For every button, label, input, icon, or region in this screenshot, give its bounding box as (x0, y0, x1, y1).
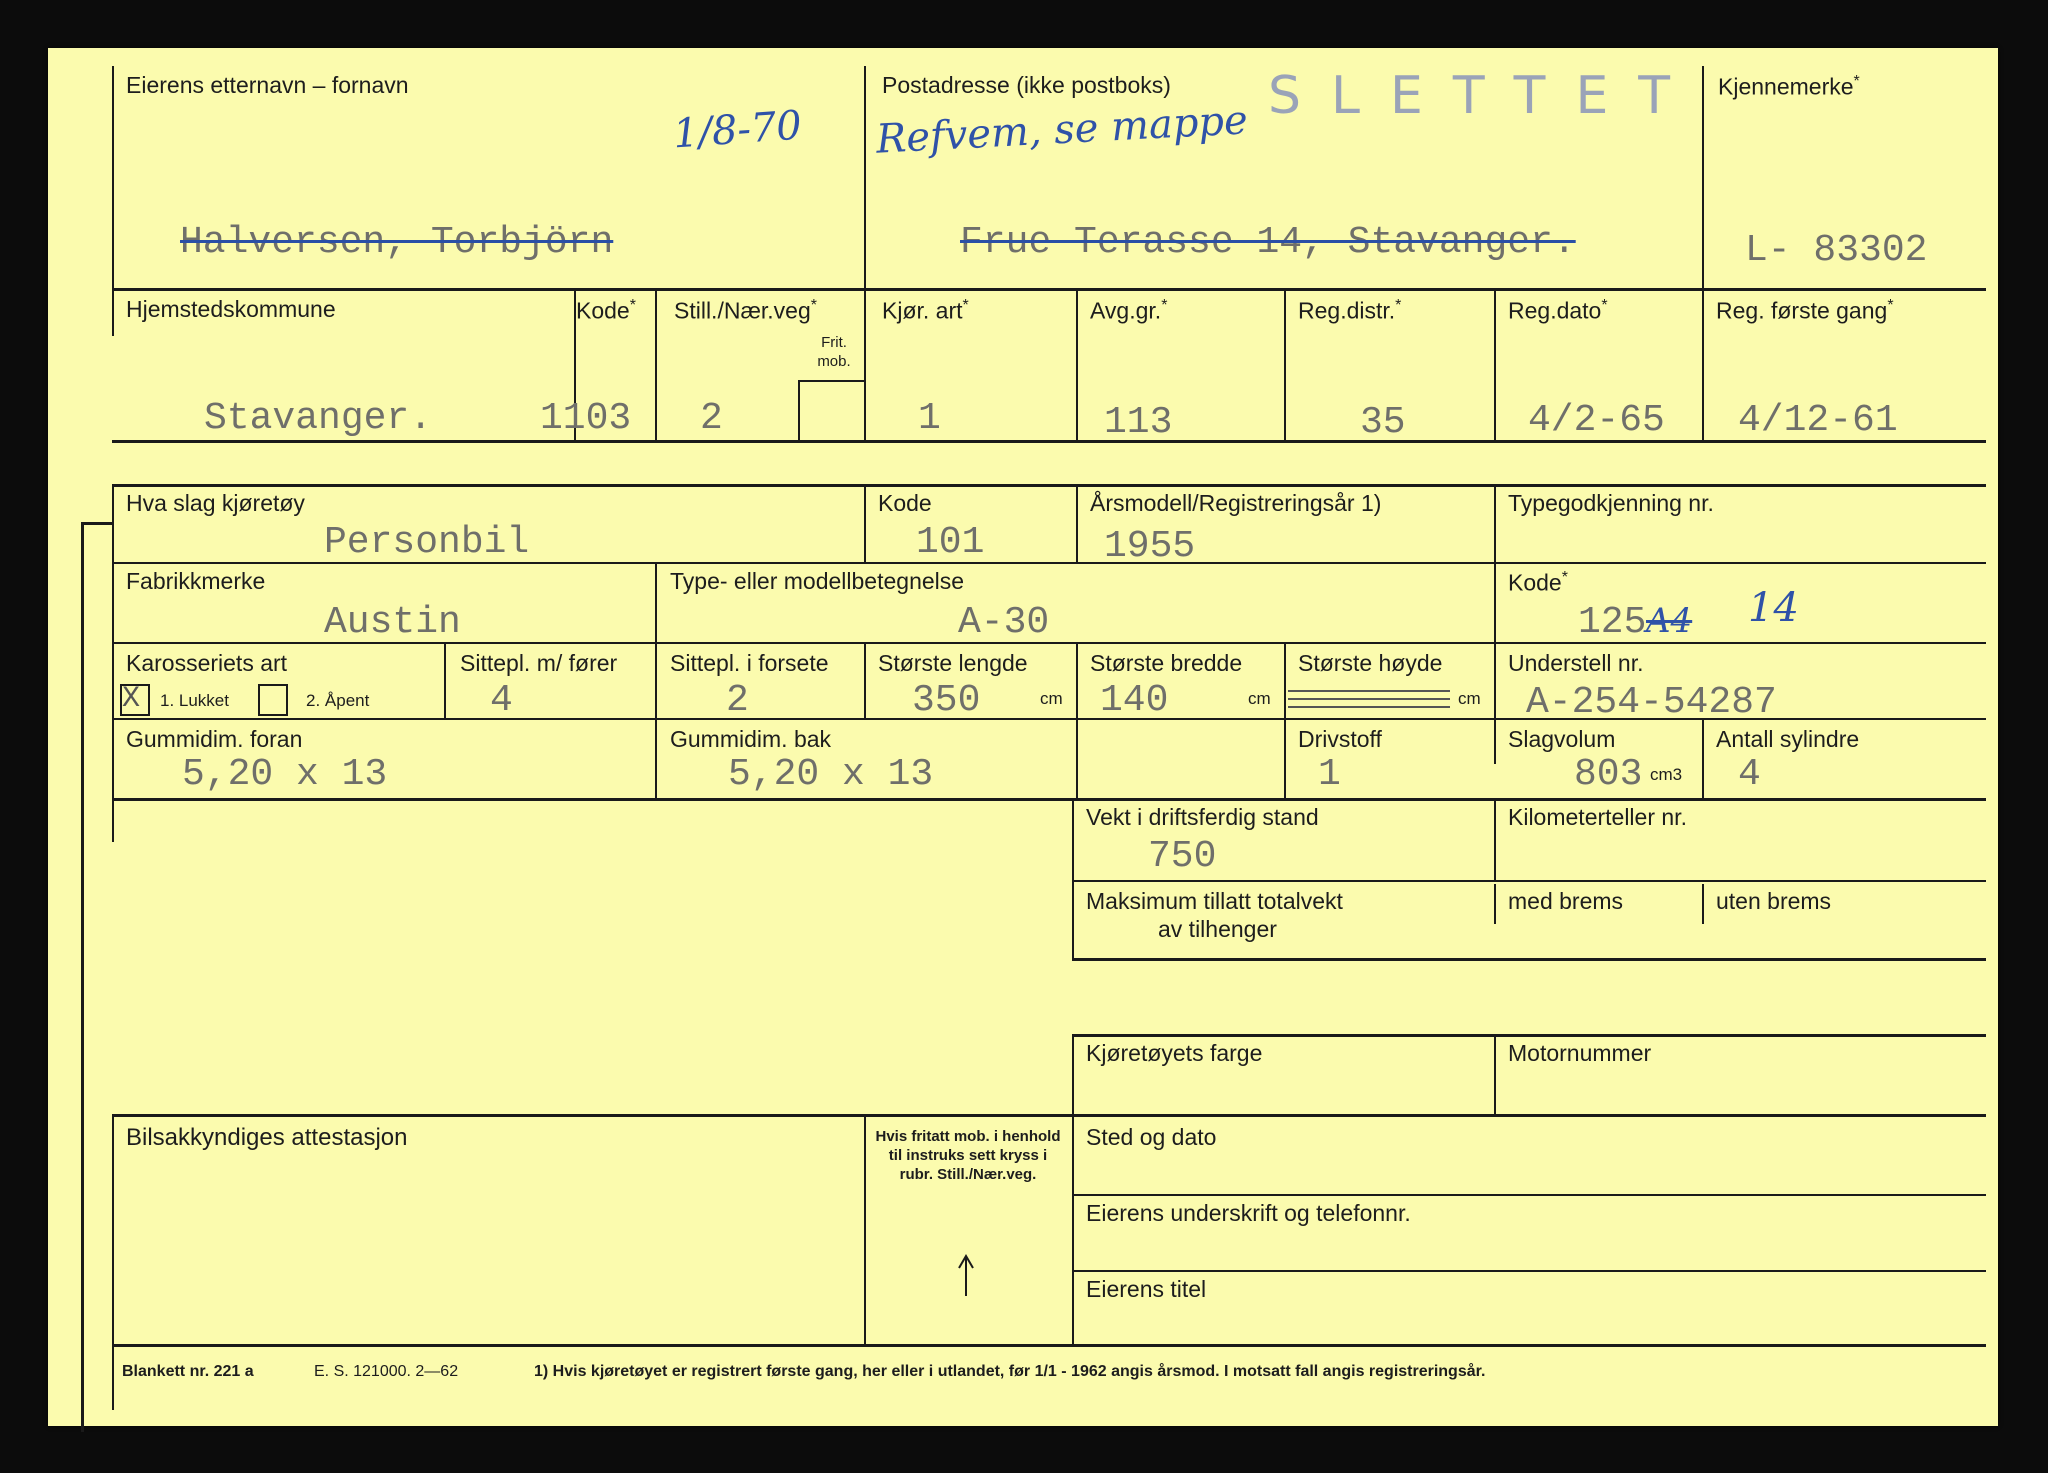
year-model-label: Årsmodell/Registreringsår 1) (1090, 490, 1382, 516)
divider (655, 642, 657, 798)
reg-distr-label: Reg.distr.* (1298, 297, 1402, 324)
divider (81, 522, 113, 525)
model-value: A-30 (958, 601, 1050, 644)
divider (1072, 1114, 1074, 1344)
cylinders-value: 4 (1738, 753, 1761, 796)
divider (1702, 718, 1704, 798)
divider (864, 484, 866, 562)
divider (864, 642, 866, 718)
divider (1494, 484, 1496, 764)
seats-driver-label: Sittepl. m/ fører (460, 650, 618, 676)
code2-handwritten-value: 14 (1748, 585, 1799, 631)
divider (1072, 958, 1986, 961)
divider (864, 1114, 866, 1344)
length-label: Største lengde (878, 650, 1028, 676)
plate-label: Kjennemerke* (1718, 73, 1860, 100)
seats-front-value: 2 (726, 679, 749, 722)
weight-label: Vekt i driftsferdig stand (1086, 804, 1319, 830)
length-value: 350 (912, 679, 981, 722)
handwritten-date: 1/8-70 (671, 102, 804, 158)
height-label: Største høyde (1298, 650, 1443, 676)
owner-name-value: Halversen, Torbjörn (180, 221, 614, 264)
height-unit: cm (1458, 689, 1481, 708)
vehicle-type-label: Hva slag kjøretøy (126, 490, 305, 516)
length-unit: cm (1040, 689, 1063, 708)
reg-first-value: 4/12-61 (1738, 399, 1898, 442)
divider (112, 1114, 1986, 1117)
owner-title-label: Eierens titel (1086, 1276, 1207, 1302)
divider (1072, 798, 1074, 958)
displacement-label: Slagvolum (1508, 726, 1616, 752)
avg-gr-label: Avg.gr.* (1090, 297, 1168, 324)
divider (864, 288, 866, 440)
reg-distr-value: 35 (1360, 401, 1406, 444)
reg-dato-value: 4/2-65 (1528, 399, 1665, 442)
divider (112, 66, 114, 336)
divider (1702, 288, 1704, 440)
divider (1494, 288, 1496, 440)
divider (112, 484, 1986, 487)
body-type-label: Karosseriets art (126, 650, 288, 676)
divider (655, 562, 657, 642)
still-label: Still./Nær.veg* (674, 297, 817, 324)
max-trailer-label: Maksimum tillatt totalvekt (1086, 888, 1343, 914)
divider (444, 642, 446, 718)
make-value: Austin (324, 601, 461, 644)
divider (112, 798, 1986, 801)
vehicle-type-value: Personbil (324, 521, 530, 564)
place-date-label: Sted og dato (1086, 1124, 1217, 1150)
with-brakes-label: med brems (1508, 888, 1624, 914)
open-label: 2. Åpent (306, 691, 370, 710)
deleted-stamp: SLETTET (1268, 66, 1701, 126)
model-label: Type- eller modellbetegnelse (670, 568, 965, 594)
divider (1702, 66, 1704, 301)
width-unit: cm (1248, 689, 1271, 708)
tire-front-label: Gummidim. foran (126, 726, 303, 752)
fuel-label: Drivstoff (1298, 726, 1382, 752)
tire-rear-value: 5,20 x 13 (728, 753, 934, 796)
divider (1076, 718, 1078, 798)
tire-rear-label: Gummidim. bak (670, 726, 832, 752)
reg-first-label: Reg. første gang* (1716, 297, 1894, 324)
frit-mob-label: Frit. mob. (817, 334, 851, 370)
owner-name-label: Eierens etternavn – fornavn (126, 72, 409, 98)
without-brakes-label: uten brems (1716, 888, 1832, 914)
blank-rule (1288, 706, 1450, 708)
divider (1494, 1034, 1496, 1114)
code-label: Kode* (576, 297, 636, 324)
vehicle-registration-card (48, 48, 1998, 1426)
code-value: 1103 (540, 397, 632, 440)
divider (112, 288, 1986, 291)
blank-rule (1288, 690, 1450, 692)
attestation-title: Bilsakkyndiges attestasjon (126, 1124, 408, 1151)
still-value: 2 (700, 397, 723, 440)
seats-driver-value: 4 (490, 679, 513, 722)
divider (1076, 288, 1078, 440)
displacement-value: 803 (1574, 753, 1643, 796)
divider (1076, 642, 1078, 718)
seats-front-label: Sittepl. i forsete (670, 650, 829, 676)
kjor-art-value: 1 (918, 397, 941, 440)
max-trailer-label-2: av tilhenger (1158, 916, 1277, 942)
chassis-value: A-254-54287 (1526, 681, 1777, 724)
year-model-value: 1955 (1104, 525, 1196, 568)
divider (112, 440, 1986, 443)
make-label: Fabrikkmerke (126, 568, 266, 594)
divider (1284, 642, 1286, 798)
divider (112, 1344, 1986, 1347)
divider (1072, 1270, 1986, 1272)
displacement-unit: cm3 (1650, 765, 1683, 784)
odometer-label: Kilometerteller nr. (1508, 804, 1687, 830)
type-approval-label: Typegodkjenning nr. (1508, 490, 1714, 516)
footnote: 1) Hvis kjøretøyet er registrert første gang, her eller i utlandet, før 1/1 - 1962 angis årsmod. I motsatt fall angis registreringsår. (534, 1363, 1486, 1380)
code2-typed-value: 125 (1578, 601, 1647, 644)
closed-check-mark: X (122, 682, 141, 716)
open-checkbox[interactable] (258, 684, 288, 716)
reg-dato-label: Reg.dato* (1508, 297, 1608, 324)
color-label: Kjøretøyets farge (1086, 1040, 1263, 1066)
municipality-value: Stavanger. (204, 397, 433, 440)
address-label: Postadresse (ikke postboks) (882, 72, 1171, 98)
municipality-label: Hjemstedskommune (126, 296, 336, 322)
plate-value: L- 83302 (1745, 229, 1928, 272)
code2-label: Kode* (1508, 569, 1568, 596)
form-number: Blankett nr. 221 a (122, 1363, 254, 1380)
divider (1284, 288, 1286, 440)
divider (1494, 884, 1496, 924)
divider (1494, 798, 1496, 880)
print-info: E. S. 121000. 2—62 (314, 1363, 459, 1380)
divider (798, 380, 864, 382)
divider (1072, 1034, 1986, 1037)
engine-number-label: Motornummer (1508, 1040, 1652, 1066)
fuel-value: 1 (1318, 753, 1341, 796)
handwritten-note: Refvem, se mappe (875, 97, 1249, 163)
exemption-note: Hvis fritatt mob. i henhold til instruks sett kryss i rubr. Still./Nær.veg. (875, 1128, 1061, 1183)
divider (655, 288, 657, 440)
address-value: Frue Terasse 14, Stavanger. (960, 221, 1576, 264)
vehicle-code-label: Kode (878, 490, 932, 516)
divider (112, 1114, 114, 1410)
divider (798, 380, 800, 440)
width-value: 140 (1100, 679, 1169, 722)
closed-label: 1. Lukket (160, 691, 229, 710)
divider (1702, 884, 1704, 924)
vehicle-code-value: 101 (916, 521, 985, 564)
width-label: Største bredde (1090, 650, 1243, 676)
code2-struck-value: A4 (1646, 601, 1693, 641)
kjor-art-label: Kjør. art* (882, 297, 969, 324)
cylinders-label: Antall sylindre (1716, 726, 1860, 752)
divider (1072, 1194, 1986, 1196)
tire-front-value: 5,20 x 13 (182, 753, 388, 796)
arrow-up-icon (956, 1252, 976, 1300)
weight-value: 750 (1148, 835, 1217, 878)
margin-line (81, 522, 84, 1432)
divider (1072, 1034, 1074, 1114)
signature-label: Eierens underskrift og telefonnr. (1086, 1200, 1411, 1226)
chassis-label: Understell nr. (1508, 650, 1644, 676)
avg-gr-value: 113 (1104, 401, 1173, 444)
divider (112, 484, 114, 842)
divider (1072, 880, 1986, 882)
blank-rule (1288, 698, 1450, 700)
divider (1076, 484, 1078, 562)
